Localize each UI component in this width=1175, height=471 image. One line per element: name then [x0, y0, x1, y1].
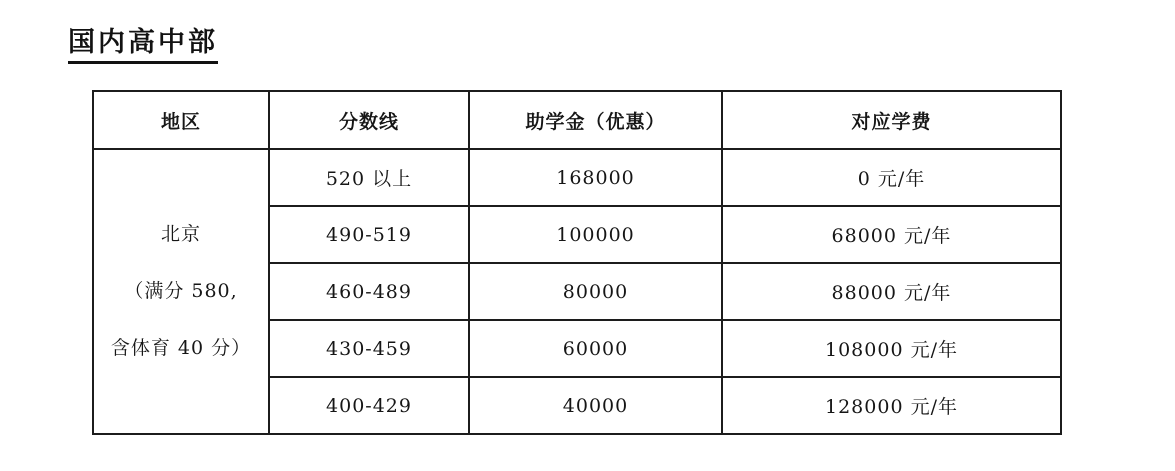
table-row [93, 149, 1061, 206]
header-tuition: 对应学费 [722, 91, 1061, 149]
region-note-line2: 含体育 40 分） [110, 337, 252, 359]
grant-cell: 80000 [469, 263, 722, 320]
score-cell: 490-519 [269, 206, 469, 263]
header-score-line: 分数线 [269, 91, 469, 149]
tuition-table [92, 90, 1062, 435]
page-title: 国内高中部 [68, 27, 218, 64]
grant-cell: 100000 [469, 206, 722, 263]
tuition-cell: 128000 元/年 [722, 377, 1061, 434]
score-cell: 430-459 [269, 320, 469, 377]
region-cell [93, 149, 269, 434]
tuition-cell: 68000 元/年 [722, 206, 1061, 263]
score-cell: 400-429 [269, 377, 469, 434]
region-name: 北京 [160, 223, 201, 245]
score-cell: 460-489 [269, 263, 469, 320]
grant-cell: 60000 [469, 320, 722, 377]
tuition-cell: 108000 元/年 [722, 320, 1061, 377]
score-cell: 520 以上 [269, 149, 469, 206]
header-region: 地区 [93, 91, 269, 149]
grant-cell: 40000 [469, 377, 722, 434]
tuition-cell: 0 元/年 [722, 149, 1061, 206]
table-header-row [93, 91, 1061, 149]
grant-cell: 168000 [469, 149, 722, 206]
header-grant: 助学金（优惠） [469, 91, 722, 149]
region-note-line1: （满分 580, [124, 280, 238, 302]
tuition-cell: 88000 元/年 [722, 263, 1061, 320]
